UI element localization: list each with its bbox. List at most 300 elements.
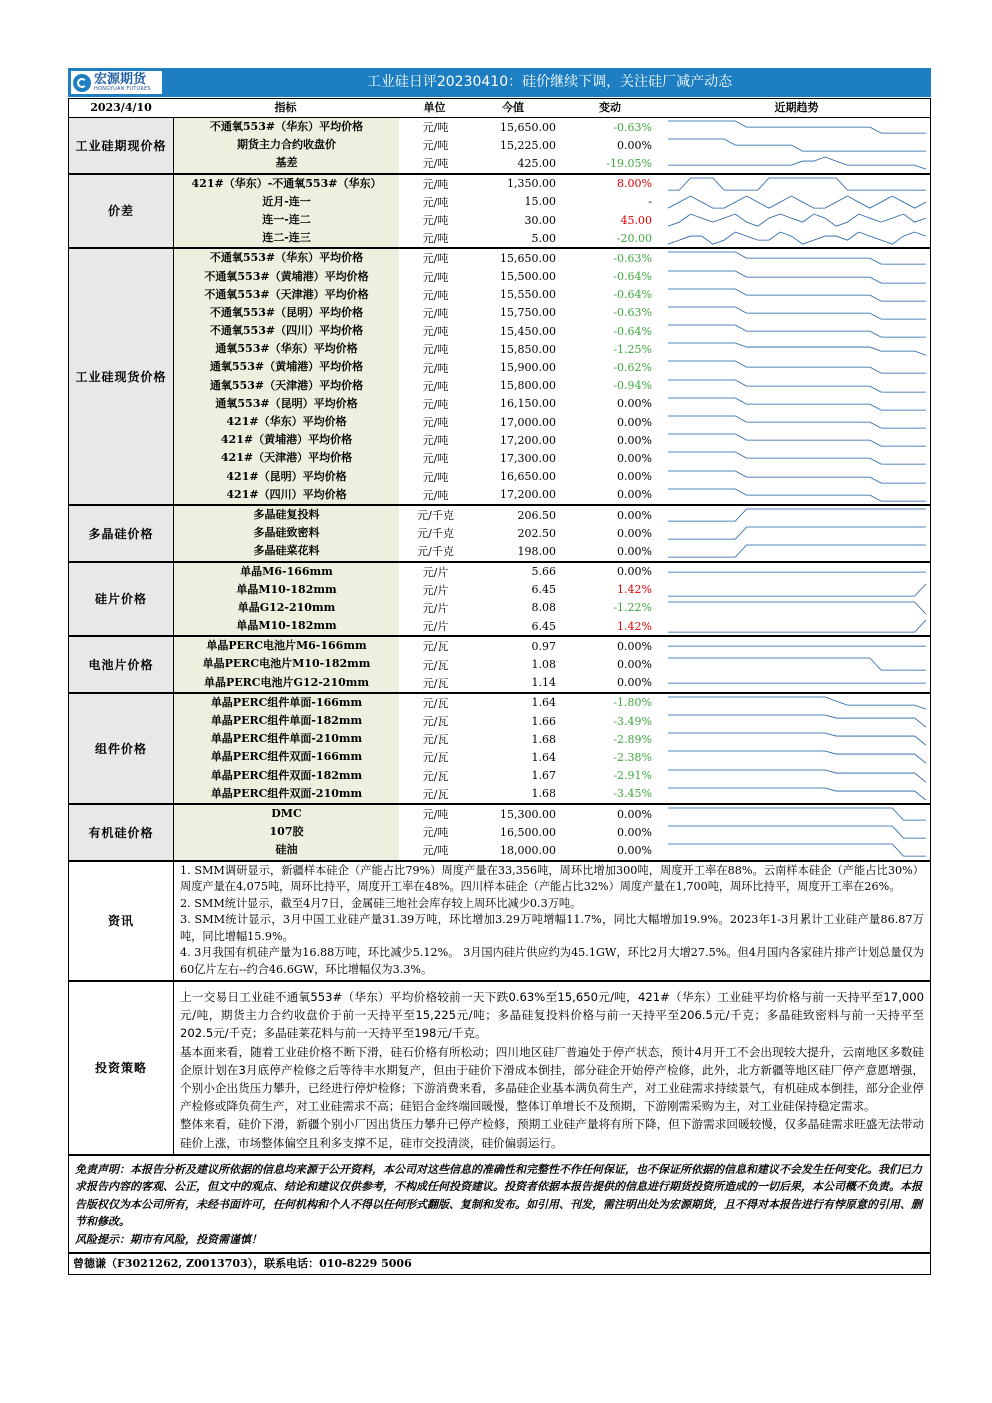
- trend-sparkline: [664, 358, 930, 376]
- trend-sparkline: [664, 304, 930, 322]
- table-header-row: [69, 99, 930, 118]
- change-cell: 0.00%: [617, 415, 652, 429]
- change-cell: -2.91%: [613, 769, 652, 783]
- change-cell: 0.00%: [617, 488, 652, 502]
- unit-cell: 元/吨: [422, 452, 449, 466]
- sparkline-line: [668, 770, 926, 782]
- value-cell: 15,850.00: [500, 342, 556, 356]
- trend-sparkline: [664, 730, 930, 748]
- value-cell: 15,225.00: [500, 138, 556, 152]
- value-cell: 16,500.00: [500, 825, 556, 839]
- unit-cell: 元/吨: [422, 157, 449, 171]
- unit-cell: 元/瓦: [422, 715, 449, 729]
- unit-cell: 元/吨: [422, 177, 449, 191]
- table-row: [174, 674, 930, 692]
- logo-name-en: HONGYUAN FUTURES: [94, 86, 151, 92]
- table-row: [174, 841, 930, 859]
- news-section: [69, 862, 930, 983]
- section-category: 有机硅价格: [69, 805, 174, 860]
- trend-sparkline: [664, 118, 930, 136]
- unit-cell: 元/吨: [422, 488, 449, 502]
- table-section: [69, 175, 930, 250]
- table-row: [174, 322, 930, 340]
- unit-cell: 元/瓦: [422, 696, 449, 710]
- unit-cell: 元/吨: [422, 361, 449, 375]
- header-unit: 单位: [423, 101, 446, 114]
- table-row: [174, 377, 930, 395]
- sparkline-line: [668, 452, 926, 464]
- unit-cell: 元/吨: [422, 252, 449, 266]
- trend-sparkline: [664, 805, 930, 823]
- trend-sparkline: [664, 581, 930, 599]
- unit-cell: 元/吨: [422, 214, 449, 228]
- table-row: [174, 304, 930, 322]
- sparkline-line: [668, 178, 926, 190]
- sparkline-line: [668, 325, 926, 337]
- change-cell: -0.64%: [613, 270, 652, 284]
- unit-cell: 元/吨: [422, 325, 449, 339]
- table-section: [69, 563, 930, 638]
- indicator-name: 期货主力合约收盘价: [174, 136, 399, 154]
- table-row: [174, 694, 930, 712]
- unit-cell: 元/瓦: [422, 658, 449, 672]
- change-cell: -0.62%: [613, 361, 652, 375]
- report-sheet: [68, 68, 931, 1304]
- table-row: [174, 748, 930, 766]
- table-row: [174, 486, 930, 504]
- change-cell: 0.00%: [617, 508, 652, 522]
- indicator-name: 通氧553#（昆明）平均价格: [174, 395, 399, 413]
- indicator-name: 单晶PERC电池片G12-210mm: [174, 674, 399, 692]
- sparkline-line: [668, 715, 926, 727]
- change-cell: 0.00%: [617, 526, 652, 540]
- unit-cell: 元/瓦: [422, 769, 449, 783]
- trend-sparkline: [664, 712, 930, 730]
- indicator-name: 单晶PERC组件单面-210mm: [174, 730, 399, 748]
- indicator-name: 多晶硅复投料: [174, 506, 399, 524]
- unit-cell: 元/瓦: [422, 676, 449, 690]
- change-cell: 0.00%: [617, 843, 652, 857]
- indicator-name: 多晶硅菜花料: [174, 542, 399, 560]
- sparkline-line: [668, 252, 926, 264]
- change-cell: -0.64%: [613, 288, 652, 302]
- unit-cell: 元/吨: [422, 379, 449, 393]
- value-cell: 1.64: [531, 696, 556, 710]
- table-row: [174, 767, 930, 785]
- unit-cell: 元/片: [422, 601, 449, 615]
- value-cell: 5.00: [531, 231, 556, 245]
- table-section: [69, 506, 930, 563]
- report-header: [68, 68, 931, 97]
- change-cell: -: [648, 195, 652, 209]
- indicator-name: 单晶PERC电池片M10-182mm: [174, 655, 399, 673]
- value-cell: 15,650.00: [500, 251, 556, 265]
- indicator-name: 单晶G12-210mm: [174, 599, 399, 617]
- table-row: [174, 542, 930, 560]
- strategy-body: [174, 982, 930, 1154]
- value-cell: 1.66: [531, 714, 556, 728]
- trend-sparkline: [664, 617, 930, 635]
- table-row: [174, 154, 930, 172]
- change-cell: 0.00%: [617, 825, 652, 839]
- unit-cell: 元/吨: [422, 844, 449, 858]
- header-date: 2023/4/10: [90, 101, 152, 114]
- value-cell: 15,550.00: [500, 288, 556, 302]
- table-section: [69, 805, 930, 862]
- value-cell: 16,650.00: [500, 470, 556, 484]
- unit-cell: 元/吨: [422, 288, 449, 302]
- unit-cell: 元/瓦: [422, 640, 449, 654]
- risk-warning: 风险提示：期市有风险，投资需谨慎！: [75, 1232, 262, 1246]
- change-cell: 0.00%: [617, 807, 652, 821]
- table-row: [174, 268, 930, 286]
- table-section: [69, 637, 930, 694]
- news-category: 资讯: [69, 862, 174, 981]
- sparkline-line: [668, 844, 926, 856]
- value-cell: 15,800.00: [500, 379, 556, 393]
- indicator-name: 多晶硅致密料: [174, 524, 399, 542]
- value-cell: 15,500.00: [500, 270, 556, 284]
- header-trend: 近期趋势: [774, 101, 819, 114]
- value-cell: 5.66: [531, 565, 556, 579]
- sparkline-line: [668, 788, 926, 800]
- value-cell: 18,000.00: [500, 843, 556, 857]
- table-body: [69, 118, 930, 862]
- change-cell: -2.89%: [613, 732, 652, 746]
- indicator-name: 单晶PERC组件双面-210mm: [174, 785, 399, 803]
- table-row: [174, 286, 930, 304]
- indicator-name: 单晶M6-166mm: [174, 563, 399, 581]
- trend-sparkline: [664, 785, 930, 803]
- unit-cell: 元/瓦: [422, 733, 449, 747]
- indicator-name: 107胶: [174, 823, 399, 841]
- table-row: [174, 211, 930, 229]
- indicator-name: 通氧553#（华东）平均价格: [174, 340, 399, 358]
- indicator-name: 421#（华东）平均价格: [174, 413, 399, 431]
- news-item: 4. 3月我国有机硅产量为16.88万吨，环比减少5.12%。 3月国内硅片供应约为45.1GW，环比2月大增27.5%。但4月国内各家硅片排产计划总量仅为60亿片左右--约合46.6GW，环比增幅仅为3.3%。: [180, 946, 924, 976]
- change-cell: 1.42%: [617, 583, 652, 597]
- trend-sparkline: [664, 468, 930, 486]
- trend-sparkline: [664, 322, 930, 340]
- trend-sparkline: [664, 524, 930, 542]
- section-category: 多晶硅价格: [69, 506, 174, 561]
- value-cell: 17,200.00: [500, 488, 556, 502]
- company-logo: [71, 71, 162, 94]
- unit-cell: 元/吨: [422, 826, 449, 840]
- table-row: [174, 563, 930, 581]
- unit-cell: 元/吨: [422, 397, 449, 411]
- change-cell: 0.00%: [617, 433, 652, 447]
- table-section: [69, 694, 930, 805]
- unit-cell: 元/片: [422, 620, 449, 634]
- trend-sparkline: [664, 286, 930, 304]
- trend-sparkline: [664, 229, 930, 247]
- strategy-paragraph: 上一交易日工业硅不通氧553#（华东）平均价格较前一天下跌0.63%至15,650元/吨，421#（华东）工业硅平均价格与前一天持平至17,000元/吨，期货主力合约收盘价于前一天持平至15,225元/吨；多晶硅复投料价格与前一天持平至206.5元/千克；多晶硅致密料与前一天持平至202.5元/千克；多晶硅莱花料与前一天持平至198元/千克。: [180, 990, 924, 1041]
- sparkline-line: [668, 658, 926, 670]
- indicator-name: 近月-连一: [174, 193, 399, 211]
- section-category: 硅片价格: [69, 563, 174, 636]
- sparkline-line: [668, 232, 926, 244]
- indicator-name: 通氧553#（天津港）平均价格: [174, 377, 399, 395]
- report-title: 工业硅日评20230410：硅价继续下调，关注硅厂减产动态: [366, 74, 733, 90]
- table-row: [174, 413, 930, 431]
- trend-sparkline: [664, 154, 930, 172]
- trend-sparkline: [664, 506, 930, 524]
- table-row: [174, 581, 930, 599]
- change-cell: -1.22%: [613, 601, 652, 615]
- value-cell: 1.67: [531, 769, 556, 783]
- sparkline-line: [668, 826, 926, 838]
- sparkline-line: [668, 733, 926, 745]
- value-cell: 425.00: [517, 156, 556, 170]
- logo-icon: [73, 74, 91, 92]
- trend-sparkline: [664, 841, 930, 859]
- trend-sparkline: [664, 249, 930, 267]
- sparkline-line: [668, 416, 926, 428]
- change-cell: 0.00%: [617, 138, 652, 152]
- change-cell: 0.00%: [617, 639, 652, 653]
- unit-cell: 元/吨: [422, 808, 449, 822]
- news-body: [174, 862, 930, 981]
- indicator-name: 单晶PERC组件双面-182mm: [174, 767, 399, 785]
- value-cell: 1,350.00: [507, 177, 556, 191]
- table-row: [174, 175, 930, 193]
- change-cell: 45.00: [620, 213, 652, 227]
- change-cell: -3.49%: [613, 714, 652, 728]
- table-row: [174, 637, 930, 655]
- sparkline-line: [668, 527, 926, 539]
- analyst-contact: 曾德谦（F3021262, Z0013703），联系电话：010-8229 5006: [73, 1257, 412, 1271]
- unit-cell: 元/吨: [422, 470, 449, 484]
- sparkline-line: [668, 808, 926, 820]
- sparkline-line: [668, 584, 926, 596]
- trend-sparkline: [664, 637, 930, 655]
- sparkline-line: [668, 361, 926, 373]
- trend-sparkline: [664, 136, 930, 154]
- value-cell: 6.45: [531, 583, 556, 597]
- trend-sparkline: [664, 449, 930, 467]
- value-cell: 30.00: [524, 213, 556, 227]
- table-section: [69, 249, 930, 506]
- change-cell: -3.45%: [613, 787, 652, 801]
- table-row: [174, 468, 930, 486]
- sparkline-line: [668, 157, 926, 169]
- sparkline-line: [668, 196, 926, 208]
- table-row: [174, 805, 930, 823]
- change-cell: 0.00%: [617, 544, 652, 558]
- strategy-paragraph: 基本面来看，随着工业硅价格不断下滑，硅石价格有所松动；四川地区硅厂普遍处于停产状态，预计4月开工不会出现较大提升，云南地区多数硅企原计划在3月底停产检修之后等待丰水期复产，但由于硅价下滑成本倒挂，部分硅企开始停产检修，此外，北方新疆等地区硅厂停产意愿增强，个别小企出货压力攀升，已经进行停炉检修；下游消费来看，多晶硅企业基本满负荷生产，对工业硅需求持续景气，有机硅成本倒挂，部分企业停产检修或降负荷生产，对工业硅需求不高；硅铝合金终端回暖慢，整体订单增长不及预期，下游刚需采购为主，对工业硅保持稳定需求。: [180, 1044, 924, 1114]
- trend-sparkline: [664, 175, 930, 193]
- table-row: [174, 118, 930, 136]
- sparkline-line: [668, 509, 926, 521]
- trend-sparkline: [664, 395, 930, 413]
- sparkline-line: [668, 434, 926, 446]
- value-cell: 15,300.00: [500, 807, 556, 821]
- trend-sparkline: [664, 193, 930, 211]
- value-cell: 1.64: [531, 750, 556, 764]
- indicator-name: 单晶M10-182mm: [174, 617, 399, 635]
- unit-cell: 元/吨: [422, 270, 449, 284]
- unit-cell: 元/片: [422, 565, 449, 579]
- indicator-name: 单晶PERC电池片M6-166mm: [174, 637, 399, 655]
- header-value: 今值: [502, 101, 524, 114]
- sparkline-line: [668, 489, 926, 501]
- table-row: [174, 193, 930, 211]
- indicator-name: 421#（四川）平均价格: [174, 486, 399, 504]
- header-indicator: 指标: [274, 101, 297, 114]
- sparkline-line: [668, 697, 926, 709]
- trend-sparkline: [664, 674, 930, 692]
- value-cell: 15,900.00: [500, 361, 556, 375]
- section-category: 电池片价格: [69, 637, 174, 692]
- value-cell: 17,300.00: [500, 451, 556, 465]
- indicator-name: 421#（华东）-不通氧553#（华东）: [174, 175, 399, 193]
- sparkline-line: [668, 545, 926, 557]
- value-cell: 1.68: [531, 732, 556, 746]
- change-cell: -1.80%: [613, 696, 652, 710]
- section-category: 工业硅现货价格: [69, 249, 174, 504]
- table-row: [174, 823, 930, 841]
- change-cell: 0.00%: [617, 397, 652, 411]
- change-cell: -20.00: [616, 231, 652, 245]
- strategy-paragraph: 整体来看，硅价下滑，新疆个别小厂因出货压力攀升已停产检修，预期工业硅产量将有所下降，但下游需求回暖较慢，仅多晶硅需求旺盛无法带动硅价上涨，市场整体偏空且利多支撑不足，硅市交投清淡，硅价偏弱运行。: [180, 1117, 924, 1150]
- unit-cell: 元/千克: [417, 545, 454, 559]
- sparkline-line: [668, 289, 926, 301]
- indicator-name: 421#（黄埔港）平均价格: [174, 431, 399, 449]
- value-cell: 15.00: [524, 195, 556, 209]
- value-cell: 0.97: [531, 639, 556, 653]
- value-cell: 15,750.00: [500, 306, 556, 320]
- unit-cell: 元/片: [422, 583, 449, 597]
- trend-sparkline: [664, 431, 930, 449]
- indicator-name: 不通氧553#（四川）平均价格: [174, 322, 399, 340]
- unit-cell: 元/吨: [422, 416, 449, 430]
- value-cell: 6.45: [531, 619, 556, 633]
- value-cell: 1.68: [531, 787, 556, 801]
- indicator-name: 硅油: [174, 841, 399, 859]
- trend-sparkline: [664, 599, 930, 617]
- change-cell: 0.00%: [617, 470, 652, 484]
- unit-cell: 元/吨: [422, 343, 449, 357]
- section-category: 组件价格: [69, 694, 174, 803]
- indicator-name: 单晶PERC组件双面-166mm: [174, 748, 399, 766]
- indicator-name: 不通氧553#（昆明）平均价格: [174, 304, 399, 322]
- indicator-name: DMC: [174, 805, 399, 823]
- sparkline-line: [668, 471, 926, 483]
- value-cell: 15,650.00: [500, 120, 556, 134]
- table-row: [174, 617, 930, 635]
- change-cell: -2.38%: [613, 750, 652, 764]
- table-row: [174, 340, 930, 358]
- sparkline-line: [668, 343, 926, 355]
- trend-sparkline: [664, 211, 930, 229]
- sparkline-line: [668, 751, 926, 763]
- change-cell: 0.00%: [617, 451, 652, 465]
- trend-sparkline: [664, 377, 930, 395]
- indicator-name: 单晶M10-182mm: [174, 581, 399, 599]
- sparkline-line: [668, 139, 926, 151]
- trend-sparkline: [664, 268, 930, 286]
- value-cell: 8.08: [531, 601, 556, 615]
- sparkline-line: [668, 602, 926, 614]
- table-row: [174, 599, 930, 617]
- logo-name-cn: 宏源期货: [94, 72, 147, 87]
- trend-sparkline: [664, 694, 930, 712]
- table-row: [174, 136, 930, 154]
- table-row: [174, 358, 930, 376]
- indicator-name: 不通氧553#（华东）平均价格: [174, 118, 399, 136]
- table-row: [174, 524, 930, 542]
- change-cell: 8.00%: [617, 177, 652, 191]
- sparkline-line: [668, 307, 926, 319]
- value-cell: 16,150.00: [500, 397, 556, 411]
- indicator-name: 不通氧553#（天津港）平均价格: [174, 286, 399, 304]
- sparkline-line: [668, 271, 926, 283]
- change-cell: 0.00%: [617, 676, 652, 690]
- sparkline-line: [668, 214, 926, 226]
- change-cell: -0.64%: [613, 324, 652, 338]
- value-cell: 202.50: [517, 526, 556, 540]
- table-row: [174, 229, 930, 247]
- table-row: [174, 506, 930, 524]
- news-item: 1. SMM调研显示，新疆样本硅企（产能占比79%）周度产量在33,356吨，周环比增加300吨，周度开工率在88%。云南样本硅企（产能占比30%）周度产量在4,075吨，周环比持平，周度开工率在48%。四川样本硅企（产能占比32%）周度产量在1,700吨，周环比持平，周度开工率在26%。: [180, 863, 924, 893]
- indicator-name: 单晶PERC组件单面-166mm: [174, 694, 399, 712]
- sparkline-line: [668, 398, 926, 410]
- indicator-name: 通氧553#（黄埔港）平均价格: [174, 358, 399, 376]
- indicator-name: 421#（昆明）平均价格: [174, 468, 399, 486]
- unit-cell: 元/吨: [422, 434, 449, 448]
- trend-sparkline: [664, 655, 930, 673]
- indicator-name: 不通氧553#（黄埔港）平均价格: [174, 268, 399, 286]
- trend-sparkline: [664, 340, 930, 358]
- table-row: [174, 249, 930, 267]
- table-section: [69, 118, 930, 175]
- trend-sparkline: [664, 486, 930, 504]
- disclaimer: [69, 1156, 930, 1255]
- value-cell: 1.14: [531, 676, 556, 690]
- section-category: 工业硅期现价格: [69, 118, 174, 173]
- unit-cell: 元/吨: [422, 121, 449, 135]
- strategy-section: [69, 982, 930, 1156]
- change-cell: -0.63%: [613, 251, 652, 265]
- table-row: [174, 785, 930, 803]
- table-row: [174, 655, 930, 673]
- change-cell: -0.63%: [613, 120, 652, 134]
- trend-sparkline: [664, 748, 930, 766]
- indicator-name: 连二-连三: [174, 229, 399, 247]
- value-cell: 1.08: [531, 658, 556, 672]
- unit-cell: 元/吨: [422, 195, 449, 209]
- news-item: 2. SMM统计显示，截至4月7日，金属硅三地社会库存较上周环比减少0.3万吨。: [180, 896, 582, 910]
- indicator-name: 基差: [174, 154, 399, 172]
- indicator-name: 单晶PERC组件单面-182mm: [174, 712, 399, 730]
- header-change: 变动: [599, 101, 621, 114]
- table-row: [174, 449, 930, 467]
- unit-cell: 元/千克: [417, 527, 454, 541]
- section-category: 价差: [69, 175, 174, 248]
- sparkline-line: [668, 380, 926, 392]
- change-cell: 0.00%: [617, 565, 652, 579]
- sparkline-line: [668, 121, 926, 133]
- unit-cell: 元/吨: [422, 139, 449, 153]
- change-cell: -0.63%: [613, 306, 652, 320]
- strategy-category: 投资策略: [69, 982, 174, 1154]
- unit-cell: 元/吨: [422, 306, 449, 320]
- trend-sparkline: [664, 542, 930, 560]
- value-cell: 17,200.00: [500, 433, 556, 447]
- table-row: [174, 431, 930, 449]
- value-cell: 198.00: [517, 544, 556, 558]
